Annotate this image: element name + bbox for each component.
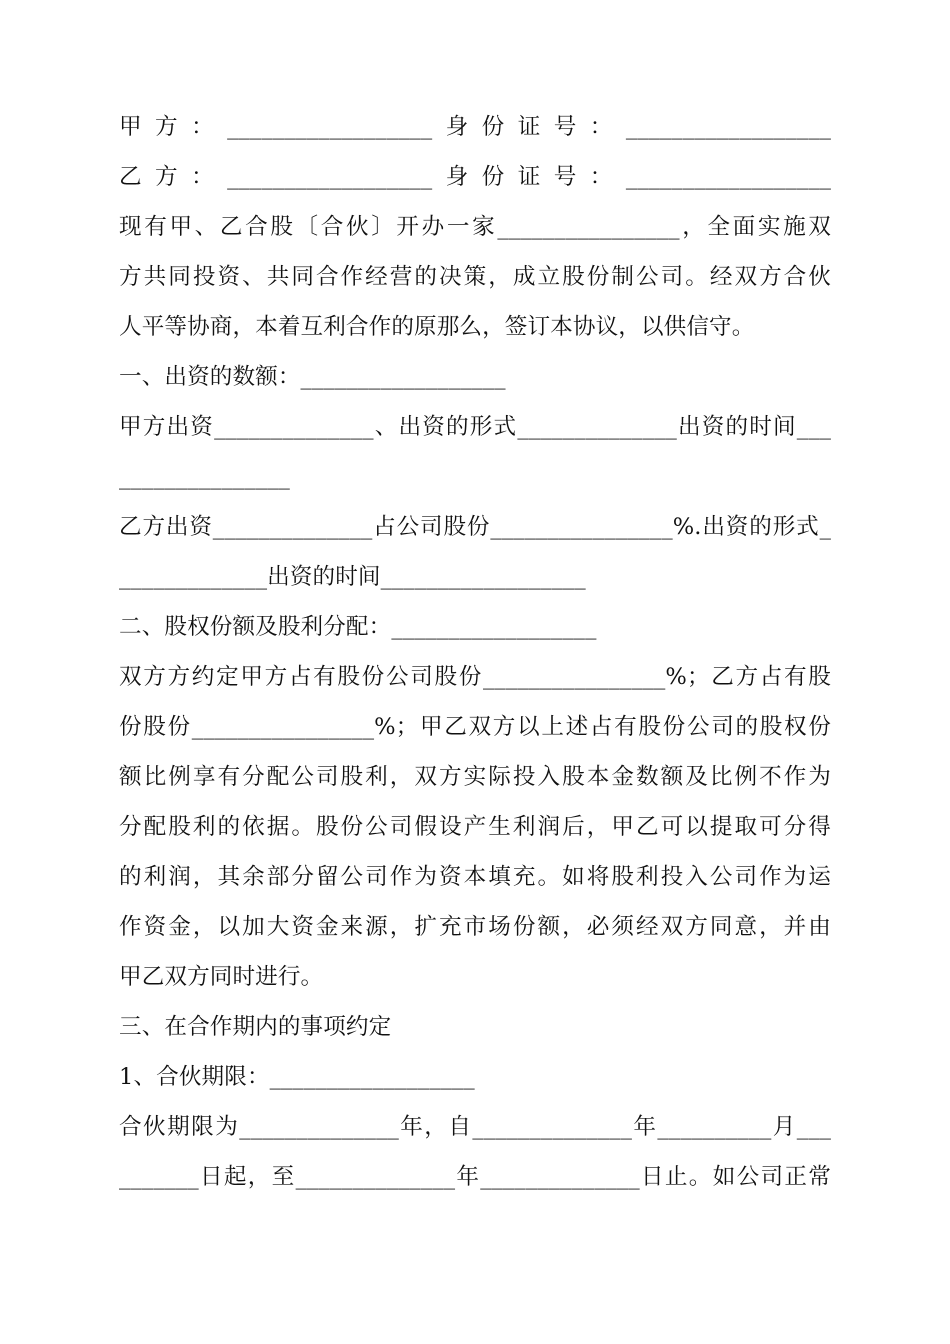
subsection-heading: 1、合伙期限：__________________ xyxy=(119,1064,475,1090)
party-a-line: 甲方：__________________身份证号：__________________ xyxy=(119,114,831,140)
paragraph-line: 双方方约定甲方占有股份公司股份________________%；乙方占有股 xyxy=(119,664,831,690)
paragraph-line: 现有甲、乙合股〔合伙〕开办一家________________，全面实施双 xyxy=(119,214,831,240)
section-heading: 一、出资的数额：__________________ xyxy=(119,364,506,390)
paragraph-line: 额比例享有分配公司股利，双方实际投入股本金数额及比例不作为 xyxy=(119,764,831,790)
paragraph-line: 甲方出资______________、出资的形式______________出资的时间___ xyxy=(119,414,831,440)
paragraph-line: _______________ xyxy=(119,464,290,490)
section-heading: 二、股权份额及股利分配：__________________ xyxy=(119,614,597,640)
paragraph-line: 的利润，其余部分留公司作为资本填充。如将股利投入公司作为运 xyxy=(119,864,831,890)
paragraph-line: 作资金，以加大资金来源，扩充市场份额，必须经双方同意，并由 xyxy=(119,914,831,940)
paragraph-line: 份股份________________%；甲乙双方以上述占有股份公司的股权份 xyxy=(119,714,831,740)
paragraph-line: 乙方出资______________占公司股份________________%.出资的形式_ xyxy=(119,514,831,540)
party-b-line: 乙方：__________________身份证号：__________________ xyxy=(119,164,831,190)
paragraph-line: _______日起，至______________年______________日止。如公司正常 xyxy=(119,1164,831,1190)
paragraph-line: 合伙期限为______________年，自______________年__________月___ xyxy=(119,1114,831,1140)
section-heading: 三、在合作期内的事项约定 xyxy=(119,1014,392,1040)
paragraph-line: _____________出资的时间__________________ xyxy=(119,564,586,590)
paragraph-line: 甲乙双方同时进行。 xyxy=(119,964,324,990)
paragraph-line: 人平等协商，本着互利合作的原那么，签订本协议，以供信守。 xyxy=(119,314,755,340)
paragraph-line: 分配股利的依据。股份公司假设产生利润后，甲乙可以提取可分得 xyxy=(119,814,831,840)
paragraph-line: 方共同投资、共同合作经营的决策，成立股份制公司。经双方合伙 xyxy=(119,264,831,290)
